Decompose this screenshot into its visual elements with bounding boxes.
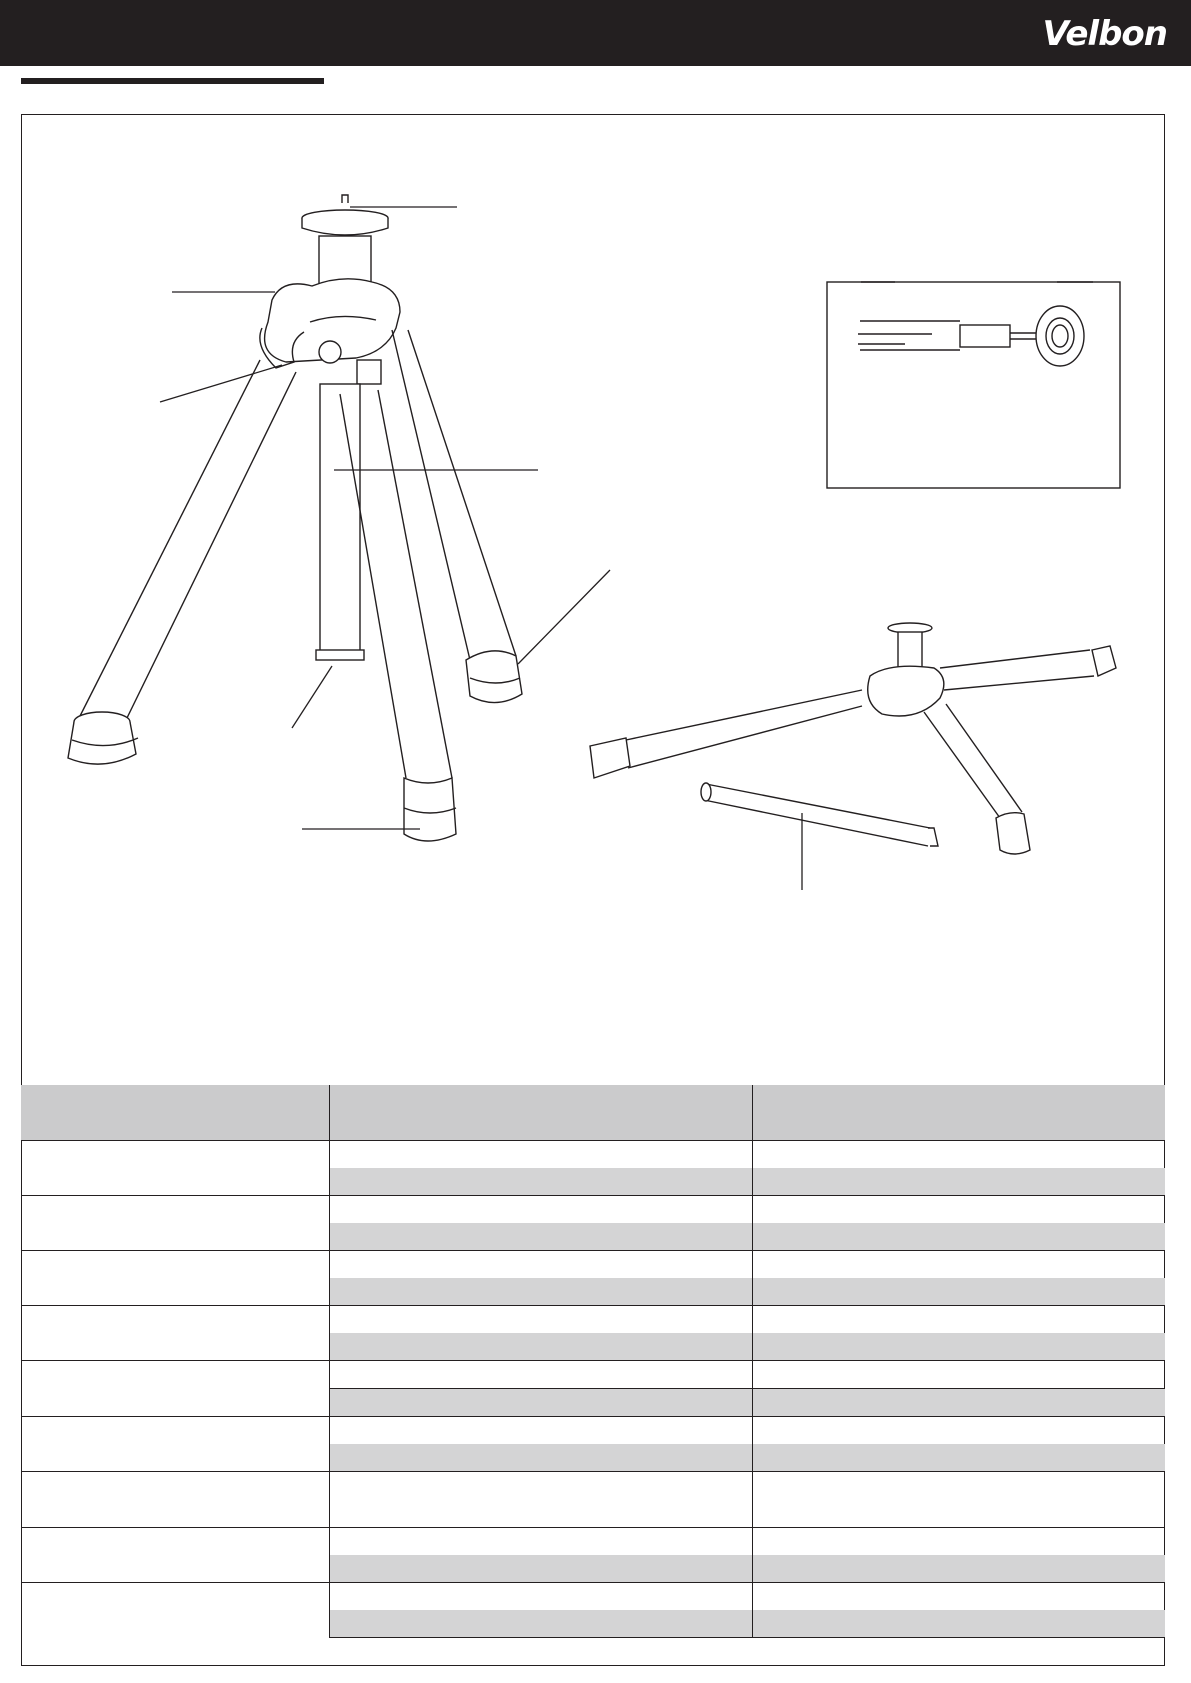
row-label xyxy=(21,1196,330,1251)
table-cell xyxy=(330,1141,753,1169)
row-label xyxy=(21,1141,330,1196)
row-label xyxy=(21,1583,330,1638)
table-cell xyxy=(753,1223,1166,1251)
header-cell xyxy=(753,1085,1166,1141)
table-cell xyxy=(753,1168,1166,1196)
table-row xyxy=(21,1361,1165,1389)
table-cell xyxy=(330,1555,753,1583)
row-label xyxy=(21,1306,330,1361)
table-row xyxy=(21,1141,1165,1169)
table-cell xyxy=(753,1528,1166,1556)
velbon-logo: Velbon xyxy=(1042,14,1167,54)
table-cell xyxy=(330,1223,753,1251)
table-cell xyxy=(753,1444,1166,1472)
row-label xyxy=(21,1528,330,1583)
table-cell xyxy=(753,1583,1166,1611)
row-label xyxy=(21,1361,330,1417)
table-cell xyxy=(330,1333,753,1361)
table-cell xyxy=(330,1444,753,1472)
row-label xyxy=(21,1251,330,1306)
table-cell xyxy=(330,1278,753,1306)
table-cell xyxy=(753,1306,1166,1334)
table-cell xyxy=(753,1333,1166,1361)
table-cell xyxy=(753,1472,1166,1528)
header-cell xyxy=(330,1085,753,1141)
header-cell xyxy=(21,1085,330,1141)
spec-table xyxy=(21,1085,1165,1638)
spec-table-header xyxy=(21,1085,1165,1141)
table-cell xyxy=(330,1361,753,1389)
table-row xyxy=(21,1583,1165,1611)
table-cell xyxy=(753,1417,1166,1445)
table-row xyxy=(21,1306,1165,1334)
main-tripod-illustration xyxy=(68,195,522,841)
table-cell xyxy=(753,1141,1166,1169)
table-cell xyxy=(753,1555,1166,1583)
low-angle-tripod-illustration xyxy=(590,623,1116,854)
table-cell xyxy=(753,1278,1166,1306)
table-cell xyxy=(753,1389,1166,1417)
table-cell xyxy=(753,1251,1166,1279)
table-cell xyxy=(753,1610,1166,1638)
leg-section-detail-inset xyxy=(827,282,1120,488)
table-row xyxy=(21,1251,1165,1279)
table-cell xyxy=(330,1389,753,1417)
table-row xyxy=(21,1472,1165,1528)
table-cell xyxy=(330,1583,753,1611)
table-cell xyxy=(330,1306,753,1334)
table-cell xyxy=(330,1528,753,1556)
table-row xyxy=(21,1417,1165,1445)
table-row xyxy=(21,1196,1165,1224)
table-row xyxy=(21,1528,1165,1556)
detached-center-column-illustration xyxy=(701,783,938,890)
table-cell xyxy=(330,1610,753,1638)
table-cell xyxy=(753,1196,1166,1224)
table-cell xyxy=(330,1196,753,1224)
table-cell xyxy=(330,1417,753,1445)
table-cell xyxy=(330,1168,753,1196)
row-label xyxy=(21,1472,330,1528)
table-cell xyxy=(330,1251,753,1279)
table-cell xyxy=(330,1472,753,1528)
table-cell xyxy=(753,1361,1166,1389)
row-label xyxy=(21,1417,330,1472)
